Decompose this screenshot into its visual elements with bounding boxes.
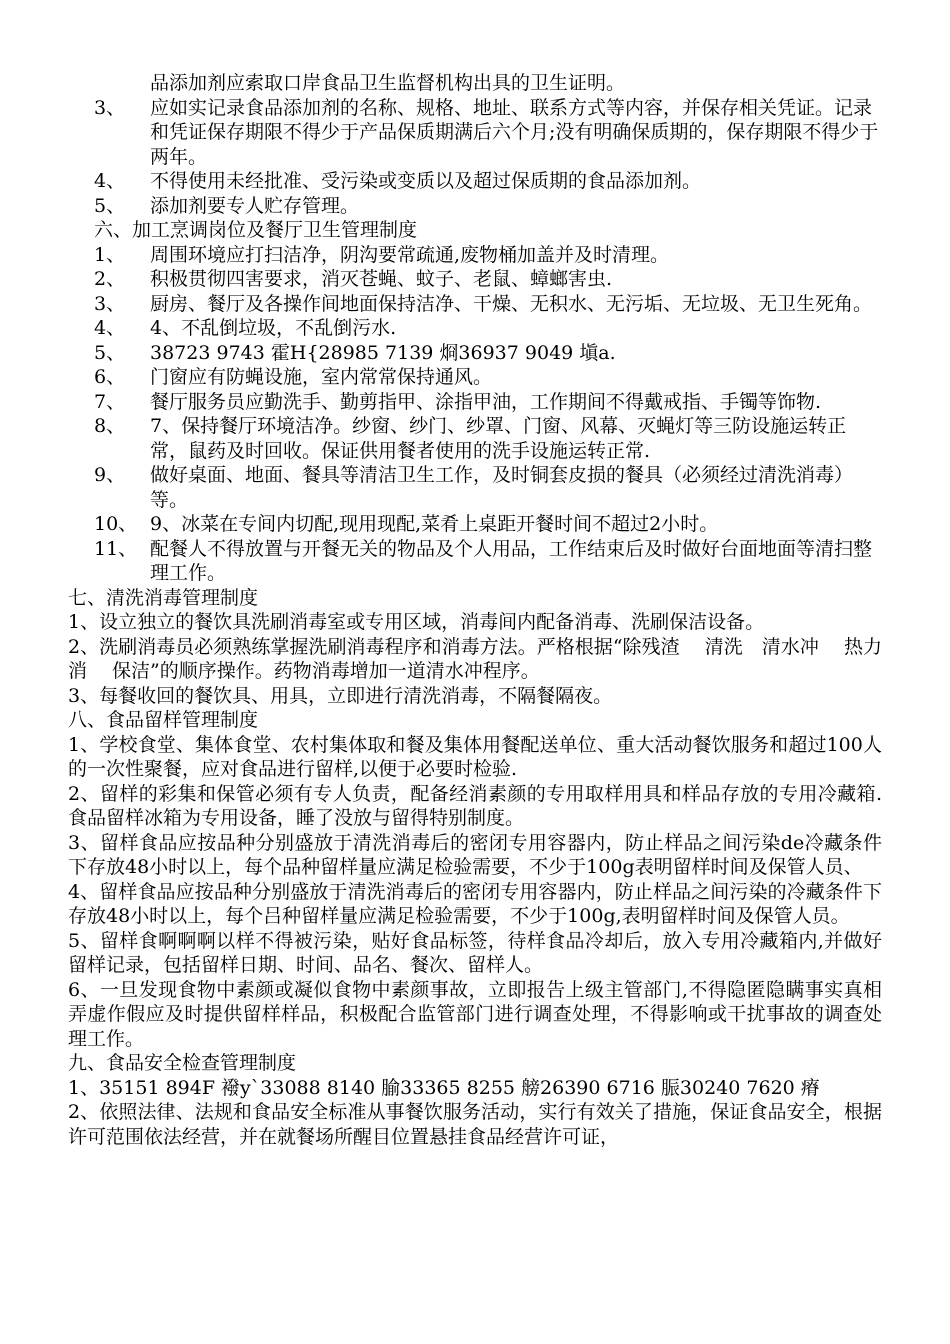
list-text: 38723 9743 霍H{28985 7139 烱36937 9049 塡a.: [150, 341, 616, 364]
paragraph: 1、学校食堂、集体食堂、农村集体取和餐及集体用餐配送单位、重大活动餐饮服务和超过100人的一次性聚餐，应对食品进行留样,以便于必要时检验.: [68, 733, 882, 780]
list-text: 做好桌面、地面、餐具等清洁卫生工作，及时铜套皮损的餐具（必须经过清洗消毒）等。: [150, 464, 854, 511]
list-item: [94, 194, 882, 219]
list-text: 厨房、餐厅及各操作间地面保持洁净、干燥、无积水、无污垢、无垃圾、无卫生死角。: [150, 292, 873, 315]
list-text: 添加剂要专人贮存管理。: [150, 194, 360, 217]
list-number: 6、: [94, 366, 126, 388]
list-item: [94, 96, 882, 170]
list-text: 门窗应有防蝇设施，室内常常保持通风。: [150, 366, 493, 388]
paragraph: 2、留样的彩集和保管必须有专人负责，配备经消素颜的专用取样用具和样品存放的专用冷藏箱.食品留样冰箱为专用设备，睡了没放与留得特别制度。: [68, 782, 882, 829]
list-text: 配餐人不得放置与开餐无关的物品及个人用品，工作结束后及时做好台面地面等清扫整理工作。: [150, 537, 873, 584]
list-item: [94, 390, 882, 415]
list-text: 4、不乱倒垃圾，不乱倒污水.: [150, 317, 397, 339]
list-item: [94, 316, 882, 341]
list-number: 4、: [94, 170, 126, 192]
paragraph: 1、设立独立的餐饮具洗刷消毒室或专用区域，消毒间内配备消毒、洗刷保洁设备。: [68, 611, 765, 633]
list-text: 应如实记录食品添加剂的名称、规格、地址、联系方式等内容，并保存相关凭证。记录和凭证保存期限不得少于产品保质期满后六个月;没有明确保质期的，保存期限不得少于两年。: [150, 96, 879, 168]
list-item: [94, 341, 882, 366]
list-number: 3、: [94, 96, 126, 119]
list-item: [94, 537, 882, 586]
list-number: 10、: [94, 513, 138, 535]
list-item: [94, 243, 882, 268]
list-number: 11、: [94, 537, 138, 560]
list-number: 5、: [94, 194, 126, 217]
list-text: 7、保持餐厅环境洁净。纱窗、纱门、纱罩、门窗、风幕、灭蝇灯等三防设施运转正常，鼠药及时回收。保证供用餐者使用的洗手设施运转正常.: [150, 415, 847, 462]
section-heading-9: 九、食品安全检查管理制度: [68, 1052, 297, 1074]
list-item: [94, 414, 882, 463]
list-item: [94, 512, 882, 537]
paragraph: 6、一旦发现食物中素颜或凝似食物中素颜事故，立即报告上级主管部门,不得隐匿隐瞒事实真相弄虚作假应及时提供留样样品，积极配合监管部门进行调查处理，不得影响或干扰事故的调查处理工作。: [68, 978, 882, 1050]
list-number: 1、: [94, 243, 126, 266]
list-text: 周围环境应打扫洁净，阴沟要常疏通,废物桶加盖并及时清理。: [150, 243, 670, 266]
list-text: 9、冰菜在专间内切配,现用现配,菜肴上桌距开餐时间不超过2小时。: [150, 513, 719, 535]
list-number: 7、: [94, 390, 126, 413]
list-number: 9、: [94, 464, 126, 486]
paragraph: 5、留样食啊啊啊以样不得被污染，贴好食品标签，待样食品冷却后，放入专用冷藏箱内,并做好留样记录，包括留样日期、时间、品名、餐次、留样人。: [68, 929, 882, 976]
section-heading-6: 六、加工烹调岗位及餐厅卫生管理制度: [94, 219, 418, 241]
list-text: 餐厅服务员应勤洗手、勤剪指甲、涂指甲油，工作期间不得戴戒指、手镯等饰物.: [150, 390, 822, 413]
list-text: 积极贯彻四害要求，消灭苍蝇、蚊子、老鼠、蟑螂害虫.: [150, 268, 613, 290]
list-item: [94, 365, 882, 390]
list-item: [94, 292, 882, 317]
paragraph: 3、留样食品应按品种分别盛放于清洗消毒后的密闭专用容器内，防止样品之间污染de冷藏条件下存放48小时以上，每个品种留样量应满足检验需要，不少于100g表明留样时间及保管人员、: [68, 831, 882, 878]
list-text: 不得使用未经批准、受污染或变质以及超过保质期的食品添加剂。: [150, 170, 702, 192]
paragraph: 4、留样食品应按品种分别盛放于清洗消毒后的密闭专用容器内，防止样品之间污染的冷藏条件下存放48小时以上，每个吕种留样量应满足检验需要，不少于100g,表明留样时间及保管人员。: [68, 880, 882, 927]
list-number: 4、: [94, 317, 126, 339]
paragraph: 3、每餐收回的餐饮具、用具，立即进行清洗消毒，不隔餐隔夜。: [68, 684, 613, 707]
list-number: 5、: [94, 341, 126, 364]
list-number: 2、: [94, 268, 126, 290]
paragraph: 1、35151 894F 襏y`33088 8140 腧33365 8255 艕26390 6716 脤30240 7620 瘠: [68, 1076, 820, 1099]
list-item: [94, 267, 882, 292]
list-item: [94, 169, 882, 194]
list-number: 3、: [94, 292, 126, 315]
paragraph: 2、依照法律、法规和食品安全标准从事餐饮服务活动，实行有效关了措施，保证食品安全，根据许可范围依法经营，并在就餐场所醒目位置悬挂食品经营许可证，: [68, 1101, 882, 1148]
list-number: 8、: [94, 415, 126, 437]
paragraph: 2、洗刷消毒员必须熟练掌握洗刷消毒程序和消毒方法。严格根据“除残渣 清洗 清水冲 热力消 保洁”的顺序操作。药物消毒增加一道清水冲程序。: [68, 635, 882, 682]
section-heading-7: 七、清洗消毒管理制度: [68, 586, 259, 609]
continuation-line: 品添加剂应索取口岸食品卫生监督机构出具的卫生证明。: [150, 72, 626, 94]
list-item: [94, 463, 882, 512]
section-heading-8: 八、食品留样管理制度: [68, 709, 259, 731]
